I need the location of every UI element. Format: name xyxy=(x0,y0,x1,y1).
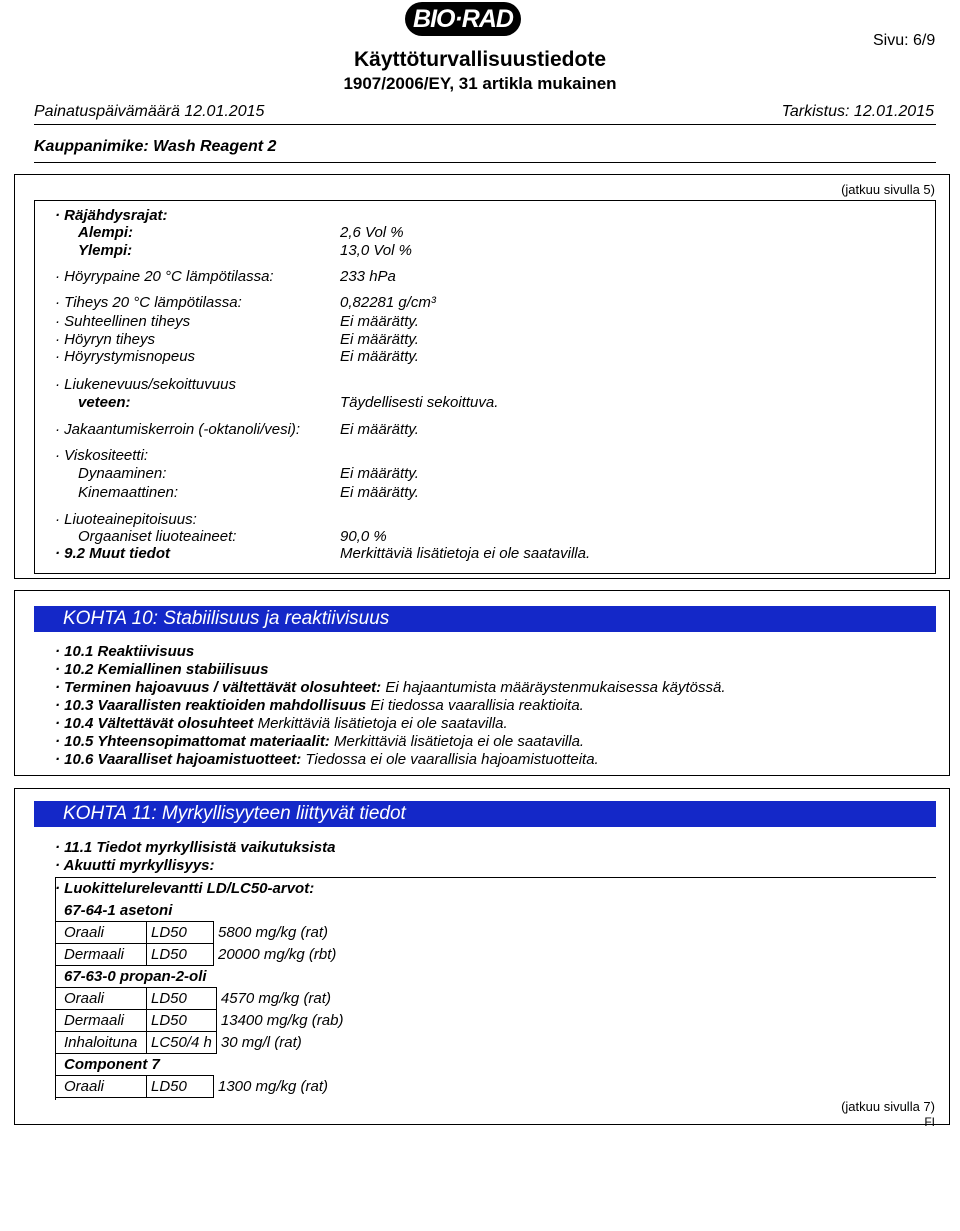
density-value: 0,82281 g/cm³ xyxy=(340,294,436,311)
product-divider xyxy=(34,162,936,163)
table-row xyxy=(55,1032,347,1054)
kinematic-viscosity-label: Kinemaattinen: xyxy=(78,484,179,501)
cell-value: 4570 mg/kg (rat) xyxy=(216,988,347,1010)
other-info-value: Merkittäviä lisätietoja ei ole saatavilla. xyxy=(340,545,591,562)
cell-route: Inhaloituna xyxy=(55,1032,147,1054)
cell-type: LC50/4 h xyxy=(147,1032,217,1054)
page-number: Sivu: 6/9 xyxy=(873,32,936,49)
continued-from: (jatkuu sivulla 5) xyxy=(841,182,935,197)
substance-toxicity-table xyxy=(55,987,347,1054)
cell-type: LD50 xyxy=(147,988,217,1010)
density-label: · Tiheys 20 °C lämpötilassa: xyxy=(55,294,242,311)
language-code: FI xyxy=(924,1115,935,1129)
cell-value: 20000 mg/kg (rbt) xyxy=(214,944,341,966)
upper-limit-label: Ylempi: xyxy=(78,242,133,259)
substance-name: 67-64-1 asetoni xyxy=(64,902,173,919)
cell-route: Oraali xyxy=(55,988,147,1010)
lower-limit-label: Alempi: xyxy=(78,224,134,241)
substance-name: 67-63-0 propan-2-oli xyxy=(64,968,207,985)
table-row xyxy=(55,1010,347,1032)
substance-name: Component 7 xyxy=(64,1056,160,1073)
cell-route: Dermaali xyxy=(55,944,147,966)
cell-route: Oraali xyxy=(55,1076,147,1098)
cell-value: 30 mg/l (rat) xyxy=(216,1032,347,1054)
incompatible-materials: · 10.5 Yhteensopimattomat materiaalit: Merkittäviä lisätietoja ei ole saatavilla. xyxy=(55,733,585,750)
partition-value: Ei määrätty. xyxy=(340,421,419,438)
revision-date: Tarkistus: 12.01.2015 xyxy=(781,103,934,120)
document-title: Käyttöturvallisuustiedote xyxy=(353,48,607,71)
cell-value: 1300 mg/kg (rat) xyxy=(214,1076,333,1098)
relative-density-value: Ei määrätty. xyxy=(340,313,419,330)
conditions-to-avoid: · 10.4 Vältettävät olosuhteet Merkittäviä lisätietoja ei ole saatavilla. xyxy=(55,715,508,732)
section-11-title: KOHTA 11: Myrkyllisyyteen liittyvät tiedot xyxy=(34,801,936,827)
other-info-label: · 9.2 Muut tiedot xyxy=(55,545,170,562)
print-date: Painatuspäivämäärä 12.01.2015 xyxy=(34,103,265,120)
substance-toxicity-table xyxy=(55,921,340,966)
vapour-density-label: · Höyryn tiheys xyxy=(55,331,156,348)
partition-label: · Jakaantumiskerroin (-oktanoli/vesi): xyxy=(55,421,301,438)
reactivity-heading: · 10.1 Reaktiivisuus xyxy=(55,643,195,660)
table-row xyxy=(55,944,340,966)
solvent-content-label: · Liuoteainepitoisuus: xyxy=(55,511,197,528)
dynamic-viscosity-value: Ei määrätty. xyxy=(340,465,419,482)
thermal-decomposition: · Terminen hajoavuus / vältettävät olosuhteet: Ei hajaantumista määräystenmukaisessa käytössä. xyxy=(55,679,726,696)
continued-to: (jatkuu sivulla 7) xyxy=(841,1099,935,1114)
explosion-limits-label: · Räjähdysrajat: xyxy=(55,207,168,224)
substance-toxicity-table xyxy=(55,1075,332,1098)
header-divider xyxy=(34,124,936,125)
product-name: Kauppanimike: Wash Reagent 2 xyxy=(34,138,277,155)
section-10-title: KOHTA 10: Stabiilisuus ja reaktiivisuus xyxy=(34,606,936,632)
cell-route: Dermaali xyxy=(55,1010,147,1032)
relative-density-label: · Suhteellinen tiheys xyxy=(55,313,191,330)
organic-solvents-value: 90,0 % xyxy=(340,528,387,545)
kinematic-viscosity-value: Ei määrätty. xyxy=(340,484,419,501)
evaporation-value: Ei määrätty. xyxy=(340,348,419,365)
cell-value: 13400 mg/kg (rab) xyxy=(216,1010,347,1032)
bio-rad-logo: BIO·RAD xyxy=(405,2,521,36)
viscosity-label: · Viskositeetti: xyxy=(55,447,149,464)
toxicological-info-heading: · 11.1 Tiedot myrkyllisistä vaikutuksista xyxy=(55,839,336,856)
solubility-label: · Liukenevuus/sekoittuvuus xyxy=(55,376,236,393)
chemical-stability-heading: · 10.2 Kemiallinen stabiilisuus xyxy=(55,661,269,678)
ld-lc50-heading: · Luokittelurelevantti LD/LC50-arvot: xyxy=(55,880,315,897)
cell-value: 5800 mg/kg (rat) xyxy=(214,922,341,944)
water-solubility-value: Täydellisesti sekoittuva. xyxy=(340,394,499,411)
cell-type: LD50 xyxy=(147,1076,214,1098)
table-row xyxy=(55,1076,332,1098)
document-subtitle: 1907/2006/EY, 31 artikla mukainen xyxy=(343,74,617,93)
upper-limit-value: 13,0 Vol % xyxy=(340,242,412,259)
table-row xyxy=(55,922,340,944)
vapour-density-value: Ei määrätty. xyxy=(340,331,419,348)
evaporation-label: · Höyrystymisnopeus xyxy=(55,348,196,365)
hazardous-reactions: · 10.3 Vaarallisten reaktioiden mahdollisuus Ei tiedossa vaarallisia reaktioita. xyxy=(55,697,584,714)
cell-type: LD50 xyxy=(147,922,214,944)
cell-route: Oraali xyxy=(55,922,147,944)
acute-toxicity-heading: · Akuutti myrkyllisyys: xyxy=(55,857,215,874)
vapour-pressure-value: 233 hPa xyxy=(340,268,396,285)
cell-type: LD50 xyxy=(147,1010,217,1032)
decomposition-products: · 10.6 Vaaralliset hajoamistuotteet: Tiedossa ei ole vaarallisia hajoamistuotteita. xyxy=(55,751,599,768)
cell-type: LD50 xyxy=(147,944,214,966)
water-solubility-label: veteen: xyxy=(78,394,131,411)
table-row xyxy=(55,988,347,1010)
organic-solvents-label: Orgaaniset liuoteaineet: xyxy=(78,528,237,545)
lower-limit-value: 2,6 Vol % xyxy=(340,224,404,241)
dynamic-viscosity-label: Dynaaminen: xyxy=(78,465,167,482)
vapour-pressure-label: · Höyrypaine 20 °C lämpötilassa: xyxy=(55,268,274,285)
